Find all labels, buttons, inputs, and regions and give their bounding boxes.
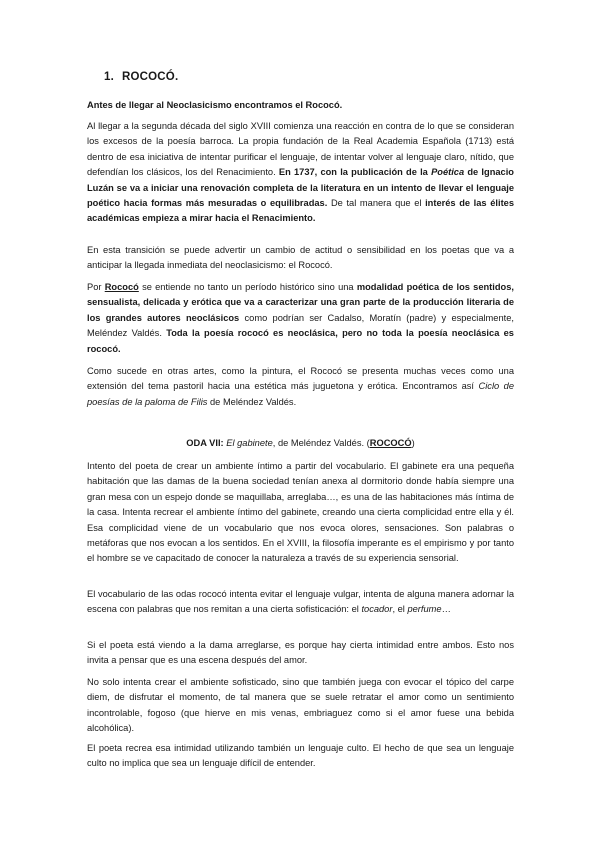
p1-bold-1737: En 1737, con la publicación de la Poética de Ignacio Luzán se va a iniciar una renovación completa de la literatura en un intento de llevar el lenguaje poético hacia formas más mesuradas o equilibradas. — [87, 167, 514, 209]
paragraph-intimidad: Si el poeta está viendo a la dama arreglarse, es porque hay cierta intimidad entre ambos. Esto nos invita a pensar que es una escena después del amor. — [87, 640, 514, 666]
ciclo-title: Ciclo de poesías de la paloma de Filis — [87, 381, 514, 407]
paragraph-rococo-definicion: Por Rococó se entiende no tanto un período histórico sino una modalidad poética de los sentidos, sensualista, delicada y erótica que va a caracterizar una gran parte de la producción literaria de los grandes autores neoclásicos como podrían ser Cadalso, Moratín (padre) y especialmente, Meléndez Valdés. Toda la poesía rococó es neoclásica, pero no toda la poesía neoclásica es rococó. — [87, 282, 514, 354]
p1-text: Al llegar a la segunda década del siglo XVIII comienza una reacción en contra de lo que se consideran los excesos de la poesía barroca. La propia fundación de la Real Academia Española (1713) está dentro de esa iniciativa de intentar purificar el lenguaje, de intentar volver al lenguaje claro, nítido, que defendían los clásicos, los del Renacimiento. — [87, 121, 514, 178]
heading-title: ROCOCÓ. — [122, 71, 179, 83]
paragraph-xviii — [87, 119, 514, 227]
p3-bold-modalidad: modalidad poética de los sentidos, sensualista, delicada y erótica que va a caracterizar una gran parte de la producción literaria de los grandes autores neoclásicos — [87, 282, 514, 323]
p3-bold-conclusion: Toda la poesía rococó es neoclásica, pero no toda la poesía neoclásica es rococó. — [87, 328, 514, 354]
paragraph-carpe-diem: No solo intenta crear el ambiente sofisticado, sino que también juega con evocar el tópico del carpe diem, de disfrutar el momento, de tal manera que se suele retratar el amor como un sentimiento incontrolable, fogoso (que hierve en mis venas, embriaguez como si el amor fuese una bebida alcohólica). — [87, 677, 514, 734]
paragraph-vocabulario: El vocabulario de las odas rococó intenta evitar el lenguaje vulgar, intenta de alguna manera adornar la escena con palabras que nos remitan a una cierta sofisticación: el tocador, el perfume… — [87, 589, 514, 615]
oda-heading: ODA VII: El gabinete, de Meléndez Valdés. (ROCOCÓ) — [186, 438, 415, 448]
poetica-title: Poética — [431, 167, 465, 178]
p1-bold-elites: interés de las élites académicas empieza a mirar hacia el Renacimiento. — [87, 198, 515, 224]
word-tocador: tocador — [361, 604, 393, 615]
oda-title: El gabinete — [226, 438, 273, 448]
intro-paragraph: Antes de llegar al Neoclasicismo encontramos el Rococó. — [87, 100, 343, 110]
word-perfume: perfume — [407, 604, 442, 615]
paragraph-artes: Como sucede en otras artes, como la pintura, el Rococó se presenta muchas veces como una extensión del tema pastoril hacia una estética más juguetona y erótica. Encontramos así Ciclo de poesías de la paloma de Filis de Meléndez Valdés. — [87, 366, 514, 407]
paragraph-gabinete: Intento del poeta de crear un ambiente íntimo a partir del vocabulario. El gabinete era una pequeña habitación que las damas de la buena sociedad tenían anexa al dormitorio donde había siempre una gran mesa con un espejo donde se maquillaba, arreglaba…, es una de las habitaciones más íntima de la casa. Intenta recrear el ambiente íntimo del gabinete, creando una cierta complicidad entre ella y él. Esa complicidad viene de un vocabulario que nos evoca olores, sensaciones. Son palabras o metáforas que nos evocan a los sentidos. En el XVIII, la filosofía imperante es el empirismo y por tanto el hombre se ve capacitado de conocer la naturaleza a través de su experiencia sensorial. — [87, 461, 514, 564]
rococo-term: Rococó — [104, 282, 139, 292]
p1-connector: De tal manera que el — [330, 198, 422, 209]
oda-rococo-tag: ROCOCÓ — [369, 438, 412, 448]
paragraph-lenguaje-culto: El poeta recrea esa intimidad utilizando también un lenguaje culto. El hecho de que sea un lenguaje culto no implica que sea un lenguaje difícil de entender. — [87, 743, 514, 769]
section-heading — [104, 71, 178, 83]
heading-number: 1. — [104, 71, 114, 83]
paragraph-transicion: En esta transición se puede advertir un cambio de actitud o sensibilidad en los poetas que va a anticipar la llegada inmediata del neoclasicismo: el Rococó. — [87, 245, 514, 271]
